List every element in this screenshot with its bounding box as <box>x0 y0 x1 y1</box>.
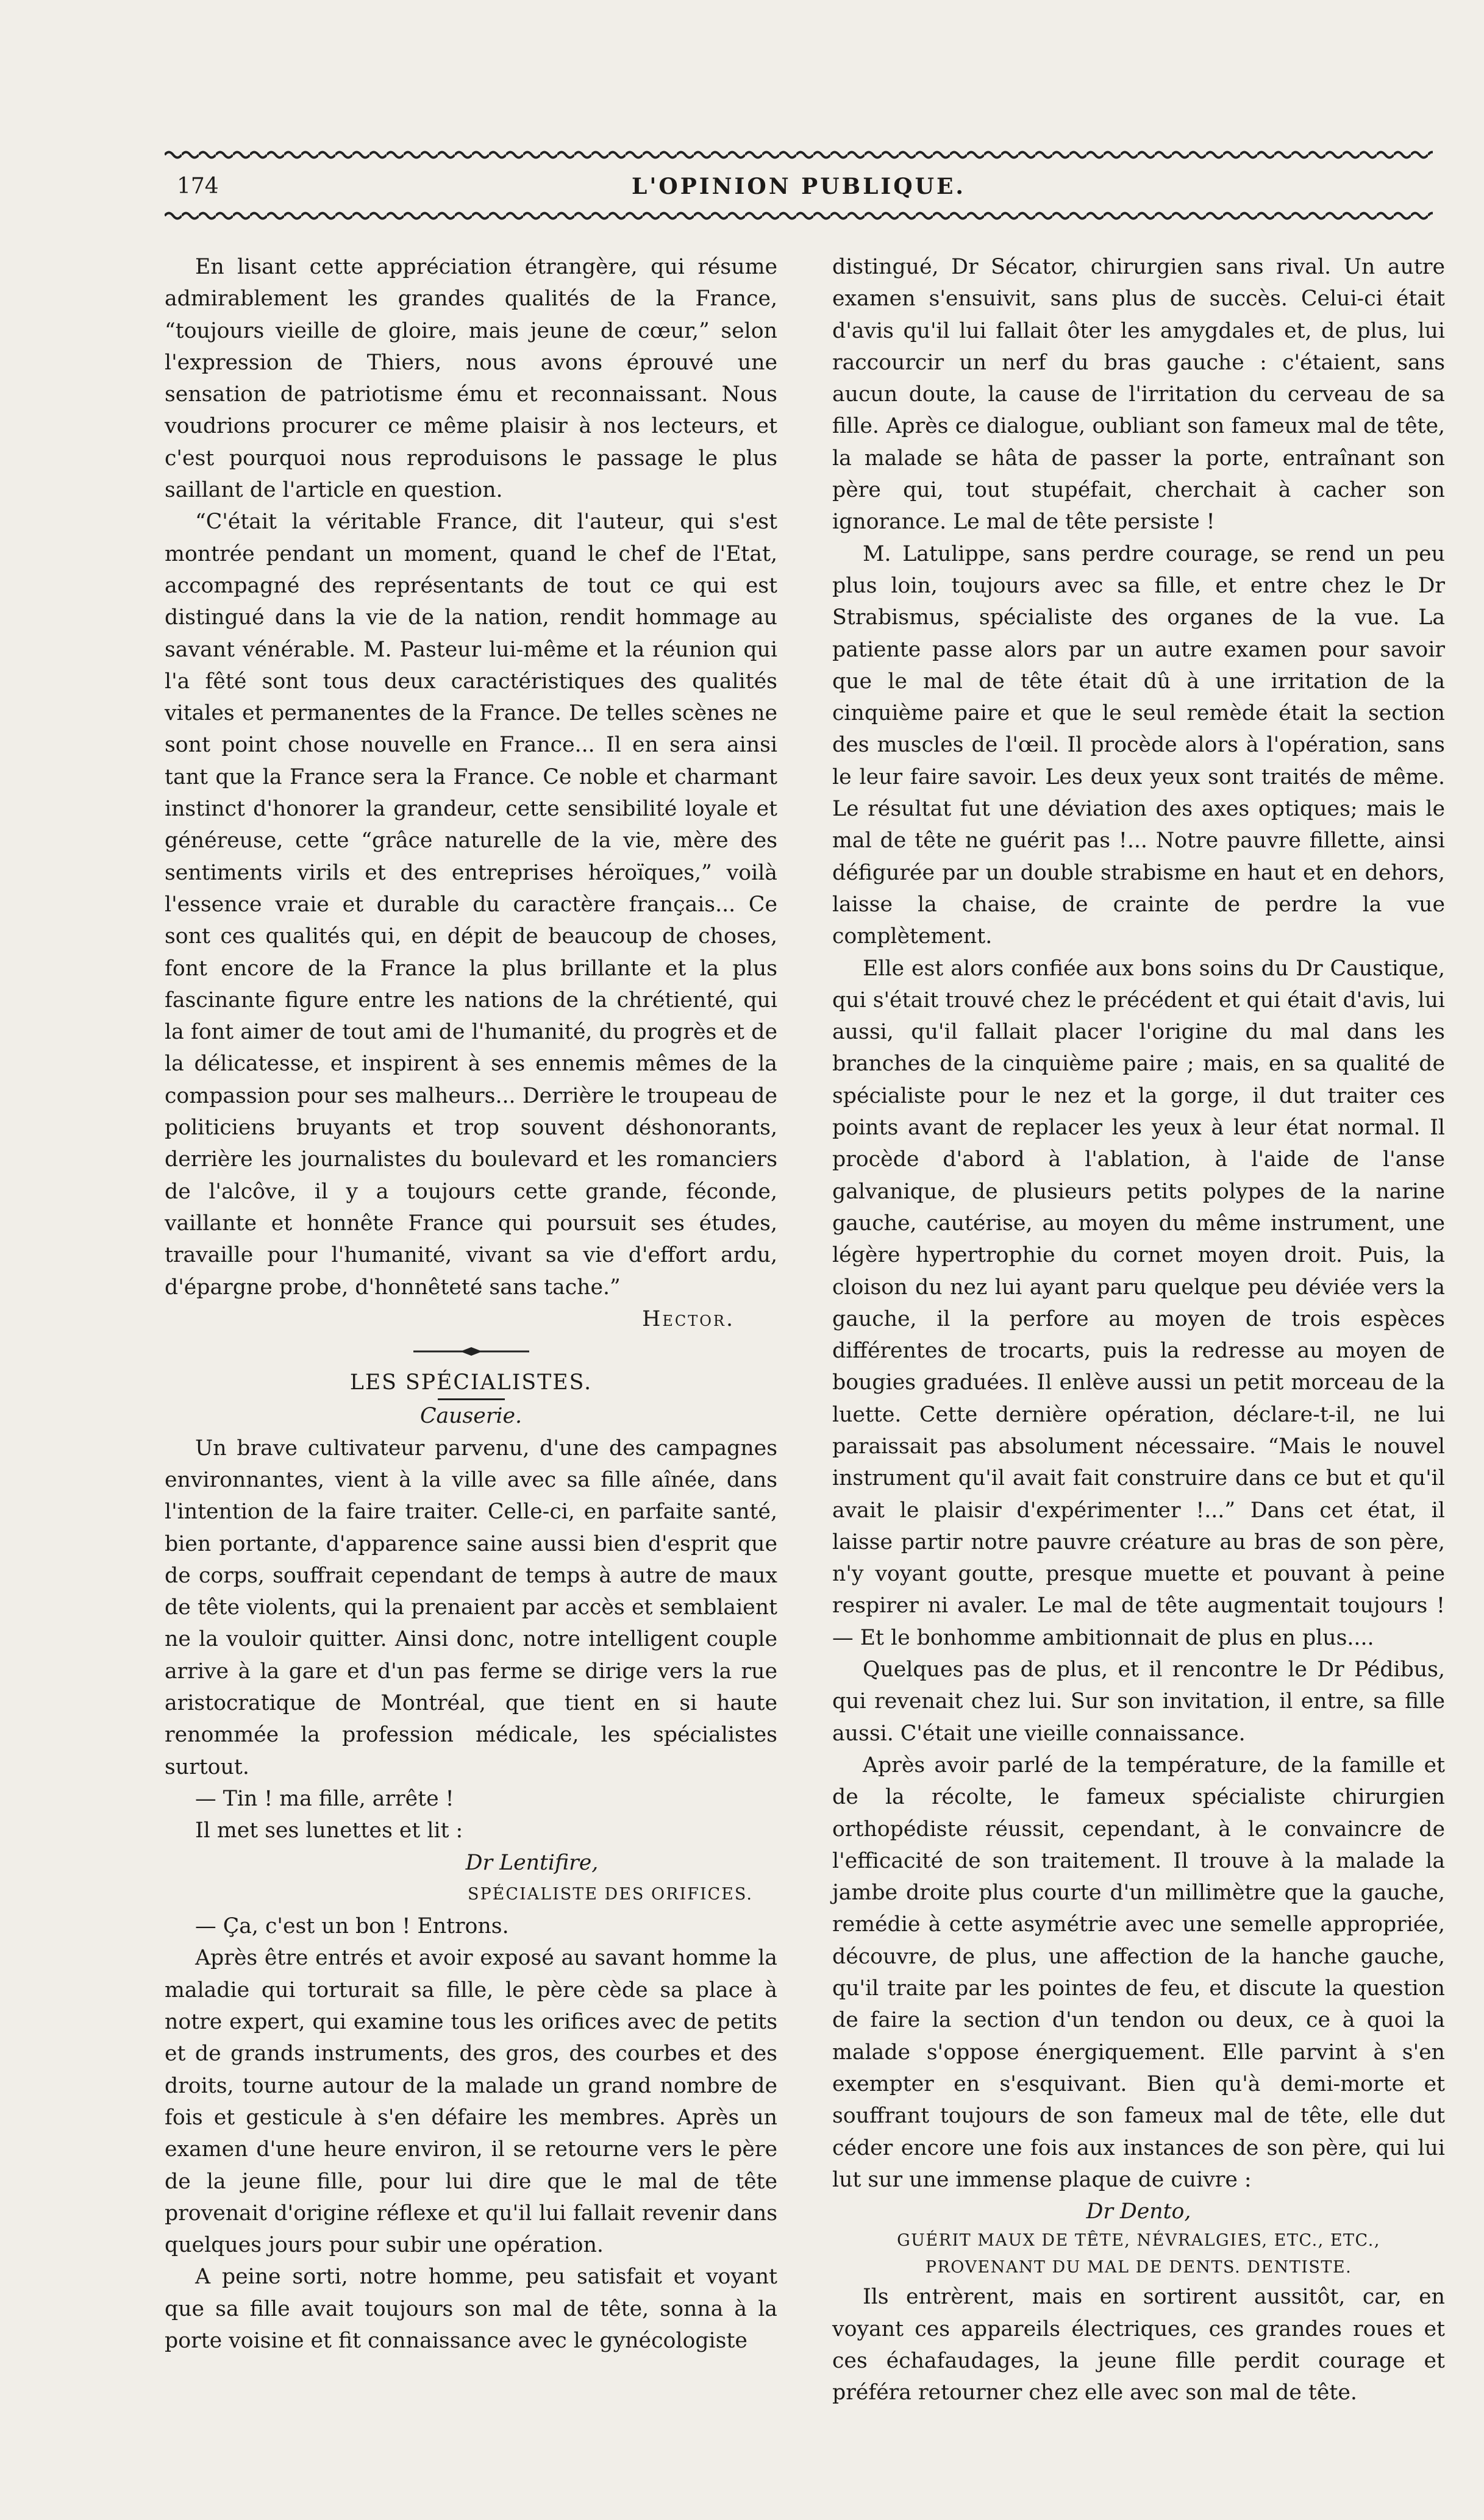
brass-plate-name: Dr Dento, <box>1086 2199 1191 2224</box>
dialogue-line: Il met ses lunettes et lit : <box>195 1818 463 1843</box>
door-sign-name: Dr Lentifire, <box>465 1850 599 1875</box>
signature: Hector. <box>642 1306 735 1331</box>
paragraph: Après avoir parlé de la température, de la famille et de la récolte, le fameux spécialiste chirurgien orthopédiste réussit, cependant, à le convaincre de l'efficacité de son traitement. Il trouve à la malade la jambe droite plus courte d'un millimètre que la gauche, remédie à cette asymétrie avec une semelle appropriée, découvre, de plus, une affection de la hanche gauche, qu'il traite par les pointes de feu, et discute la question de faire la section d'un tendon ou deux, ce à quoi la malade s'oppose énergiquement. Elle parvint à s'en exempter en s'esquivant. Bien qu'à demi-morte et souffrant toujours de son fameux mal de tête, elle dut céder encore une fois aux instances de son père, qui lui lut sur une immense plaque de cuivre : <box>832 1753 1445 2192</box>
brass-plate-line: GUÉRIT MAUX DE TÊTE, NÉVRALGIES, ETC., ETC., <box>897 2231 1380 2251</box>
header-top-rule <box>165 149 1433 160</box>
divider-ornament-icon <box>410 1345 532 1358</box>
section-ornament <box>165 1335 777 1367</box>
page-header <box>165 174 1433 204</box>
paragraph: Elle est alors confiée aux bons soins du Dr Caustique, qui s'était trouvé chez le précédent et qui était d'avis, lui aussi, qu'il fallait placer l'origine du mal dans les branches de la cinquième paire ; mais, en sa qualité de spécialiste pour le nez et la gorge, il dut traiter ces points avant de replacer les yeux à leur état normal. Il procède d'abord à l'ablation, à l'aide de l'anse galvanique, de plusieurs petits polypes de la narine gauche, cautérise, au moyen du même instrument, une légère hypertrophie du cornet moyen droit. Puis, la cloison du nez lui ayant paru quelque peu déviée vers la gauche, il la perfore au moyen de trois espèces différentes de trocarts, puis la redresse au moyen de bougies graduées. Il enlève aussi un petit morceau de la luette. Cette dernière opération, déclare-t-il, ne lui paraissait pas absolument nécessaire. “Mais le nouvel instrument qu'il avait fait construire dans ce but et qu'il avait le plaisir d'expérimenter !...” Dans cet état, il laisse partir notre pauvre créature au bras de son père, n'y voyant goutte, presque muette et pouvant à peine respirer ni avaler. Le mal de tête augmentait toujours ! — Et le bonhomme ambitionnait de plus en plus.... <box>832 956 1445 1650</box>
page-number: 174 <box>177 174 219 199</box>
left-column <box>165 251 777 2357</box>
dialogue-line: — Ça, c'est un bon ! Entrons. <box>195 1914 509 1939</box>
paragraph: Après être entrés et avoir exposé au savant homme la maladie qui torturait sa fille, le père cède sa place à notre expert, qui examine tous les orifices avec de petits et de grands instruments, des gros, des courbes et des droits, tourne autour de la malade un grand nombre de fois et gesticule à s'en défaire les membres. Après un examen d'une heure environ, il se retourne vers le père de la jeune fille, pour lui dire que le mal de tête provenait d'origine réflexe et qu'il lui fallait revenir dans quelques jours pour subir une opération. <box>165 1946 777 2258</box>
running-title: L'OPINION PUBLIQUE. <box>632 174 966 199</box>
right-column <box>832 251 1445 2409</box>
paragraph: M. Latulippe, sans perdre courage, se rend un peu plus loin, toujours avec sa fille, et entre chez le Dr Strabismus, spécialiste des organes de la vue. La patiente passe alors par un autre examen pour savoir que le mal de tête était dû à une irritation de la cinquième paire et que le seul remède était la section des muscles de l'œil. Il procède alors à l'opération, sans le leur faire savoir. Les deux yeux sont traités de même. Le résultat fut une déviation des axes optiques; mais le mal de tête ne guérit pas !... Notre pauvre fillette, ainsi défigurée par un double strabisme en haut et en dehors, laisse la chaise, de crainte de perdre la vue complètement. <box>832 541 1445 949</box>
paragraph: Quelques pas de plus, et il rencontre le Dr Pédibus, qui revenait chez lui. Sur son invitation, il entre, sa fille aussi. C'était une vieille connaissance. <box>832 1657 1445 1746</box>
quoted-article: “C'était la véritable France, dit l'auteur, qui s'est montrée pendant un moment, quand le chef de l'Etat, accompagné des représentants de tout ce qui est distingué dans la vie de la nation, rendit hommage au savant vénérable. M. Pasteur lui-même et la réunion qui l'a fêté sont tous deux caractéristiques des qualités vitales et permanentes de la France. De telles scènes ne sont point chose nouvelle en France... Il en sera ainsi tant que la France sera la France. Ce noble et charmant instinct d'honorer la grandeur, cette sensibilité loyale et généreuse, cette “grâce naturelle de la vie, mère des sentiments virils et des entreprises héroïques,” voilà l'essence vraie et durable du caractère français... Ce sont ces qualités qui, en dépit de beaucoup de choses, font encore de la France la plus brillante et la plus fascinante figure entre les nations de la chrétienté, qui la font aimer de tout ami de l'humanité, du progrès et de la délicatesse, et inspirent à ses ennemis mêmes de la compassion pour ses malheurs... Derrière le troupeau de politiciens bruyants et trop souvent déshonorants, derrière les journalistes du boulevard et les romanciers de l'alcôve, il y a toujours cette grande, féconde, vaillante et honnête France qui poursuit ses études, travaille pour l'humanité, vivant sa vie d'effort ardu, d'épargne probe, d'honnêteté sans tache.” <box>165 510 777 1300</box>
brass-plate-line: PROVENANT DU MAL DE DENTS. DENTISTE. <box>925 2258 1352 2277</box>
header-bottom-rule <box>165 210 1433 221</box>
paragraph: Un brave cultivateur parvenu, d'une des campagnes environnantes, vient à la ville avec sa fille aînée, dans l'intention de la faire traiter. Celle-ci, en parfaite santé, bien portante, d'apparence saine aussi bien d'esprit que de corps, souffrait cependant de temps à autre de maux de tête violents, qui la prenaient par accès et semblaient ne la vouloir quitter. Ainsi donc, notre intelligent couple arrive à la gare et d'un pas ferme se dirige vers la rue aristocratique de Montréal, que tient en si haute renommée la profession médicale, les spécialistes surtout. <box>165 1436 777 1779</box>
paragraph: A peine sorti, notre homme, peu satisfait et voyant que sa fille avait toujours son mal de tête, sonna à la porte voisine et fit connaissance avec le gynécologiste <box>165 2265 777 2353</box>
section-subtitle: Causerie. <box>419 1404 523 1429</box>
section-title: LES SPÉCIALISTES. <box>349 1370 593 1395</box>
paragraph: En lisant cette appréciation étrangère, qui résume admirablement les grandes qualités de la France, “toujours vieille de gloire, mais jeune de cœur,” selon l'expression de Thiers, nous avons éprouvé une sensation de patriotisme ému et reconnaissant. Nous voudrions procurer ce même plaisir à nos lecteurs, et c'est pourquoi nous reproduisons le passage le plus saillant de l'article en question. <box>165 255 777 503</box>
paragraph: distingué, Dr Sécator, chirurgien sans rival. Un autre examen s'ensuivit, sans plus de succès. Celui-ci était d'avis qu'il lui fallait ôter les amygdales et, de plus, lui raccourcir un nerf du bras gauche : c'étaient, sans aucun doute, la cause de l'irritation du cerveau de sa fille. Après ce dialogue, oubliant son fameux mal de tête, la malade se hâta de passer la porte, entraînant son père qui, tout stupéfait, cherchait à cacher son ignorance. Le mal de tête persiste ! <box>832 255 1445 535</box>
dialogue-line: — Tin ! ma fille, arrête ! <box>195 1786 454 1811</box>
door-sign-description: SPÉCIALISTE DES ORIFICES. <box>467 1884 753 1904</box>
paragraph: Ils entrèrent, mais en sortirent aussitôt, car, en voyant ces appareils électriques, ces grandes roues et ces échafaudages, la jeune fille perdit courage et préféra retourner chez elle avec son mal de tête. <box>832 2285 1445 2405</box>
